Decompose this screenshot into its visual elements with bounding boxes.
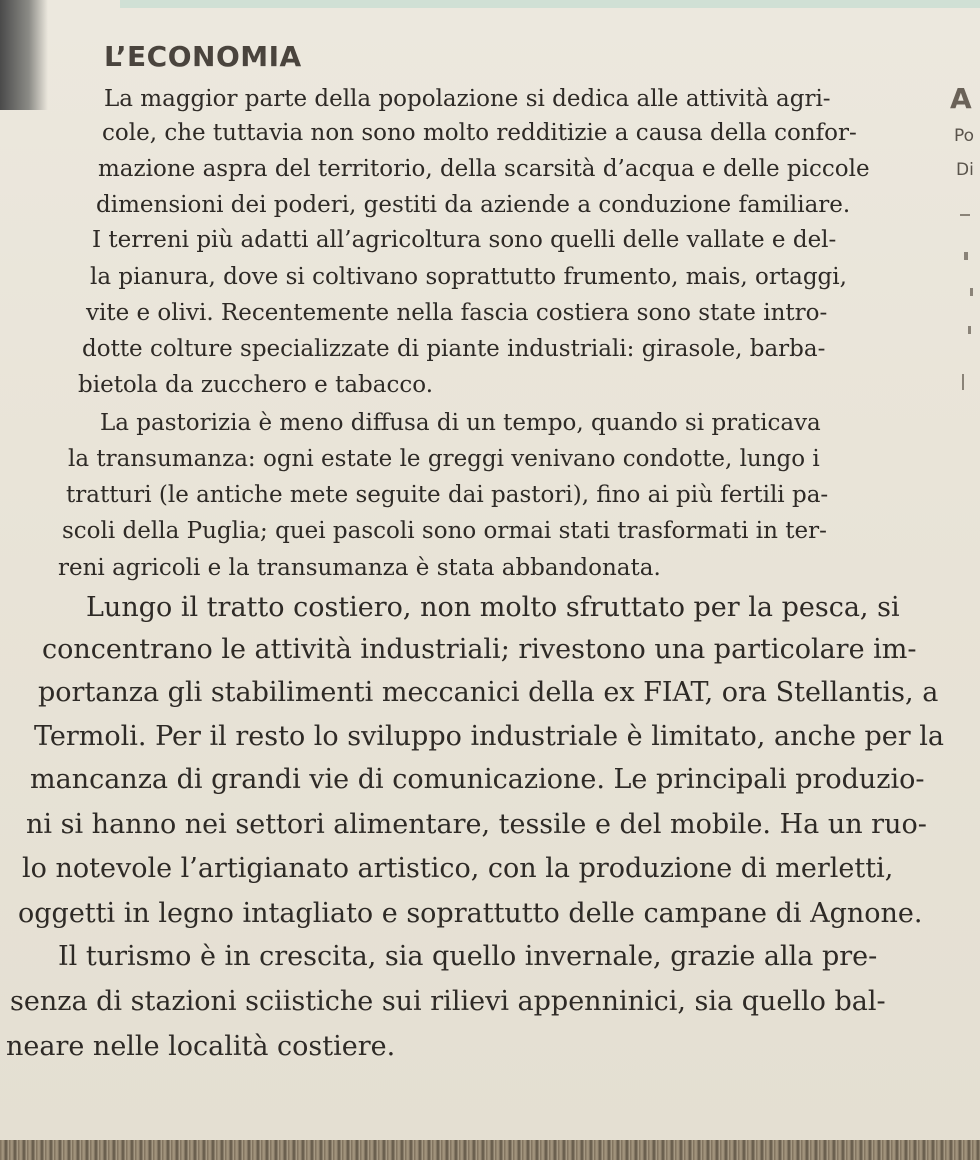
text-line: la pianura, dove si coltivano soprattutto frumento, mais, ortaggi, (90, 264, 847, 290)
text-line: mazione aspra del territorio, della scarsità d’acqua e delle piccole (98, 156, 870, 182)
side-mark (962, 374, 964, 390)
side-mark (964, 252, 968, 260)
text-line: Il turismo è in crescita, sia quello invernale, grazie alla pre- (58, 941, 878, 972)
text-line: neare nelle località costiere. (6, 1031, 396, 1062)
text-line: I terreni più adatti all’agricoltura sono quelli delle vallate e del- (92, 227, 837, 253)
text-line: La maggior parte della popolazione si dedica alle attività agri- (104, 86, 831, 112)
text-line: reni agricoli e la transumanza è stata abbandonata. (58, 555, 661, 581)
side-mark (968, 326, 971, 334)
side-letter: A (950, 82, 972, 115)
text-line: Termoli. Per il resto lo sviluppo industriale è limitato, anche per la (34, 721, 945, 752)
text-line: dimensioni dei poderi, gestiti da aziende a conduzione familiare. (96, 192, 851, 218)
side-text-fragment: Po (954, 126, 975, 146)
text-line: dotte colture specializzate di piante industriali: girasole, barba- (82, 336, 826, 362)
text-line: oggetti in legno intagliato e soprattutto delle campane di Agnone. (18, 898, 923, 929)
text-line: senza di stazioni sciistiche sui rilievi appenninici, sia quello bal- (10, 986, 886, 1017)
text-line: La pastorizia è meno diffusa di un tempo, quando si praticava (100, 410, 821, 436)
text-line: la transumanza: ogni estate le greggi venivano condotte, lungo i (68, 446, 820, 472)
text-line: lo notevole l’artigianato artistico, con la produzione di merletti, (22, 853, 894, 884)
side-mark (970, 288, 973, 296)
text-line: ni si hanno nei settori alimentare, tessile e del mobile. Ha un ruo- (26, 809, 927, 840)
text-line: Lungo il tratto costiero, non molto sfruttato per la pesca, si (86, 592, 900, 623)
text-line: cole, che tuttavia non sono molto redditizie a causa della confor- (102, 120, 857, 146)
text-line: vite e olivi. Recentemente nella fascia costiera sono state intro- (86, 300, 828, 326)
text-line: portanza gli stabilimenti meccanici della ex FIAT, ora Stellantis, a (38, 677, 939, 708)
text-line: concentrano le attività industriali; rivestono una particolare im- (42, 634, 917, 665)
text-line: tratturi (le antiche mete seguite dai pastori), fino ai più fertili pa- (66, 482, 829, 508)
section-title: L’ECONOMIA (104, 40, 302, 73)
text-line: mancanza di grandi vie di comunicazione. Le principali produzio- (30, 764, 925, 795)
text-line: bietola da zucchero e tabacco. (78, 372, 434, 398)
side-text-fragment: Di (956, 160, 974, 180)
side-mark (960, 214, 970, 216)
text-line: scoli della Puglia; quei pascoli sono ormai stati trasformati in ter- (62, 518, 827, 544)
